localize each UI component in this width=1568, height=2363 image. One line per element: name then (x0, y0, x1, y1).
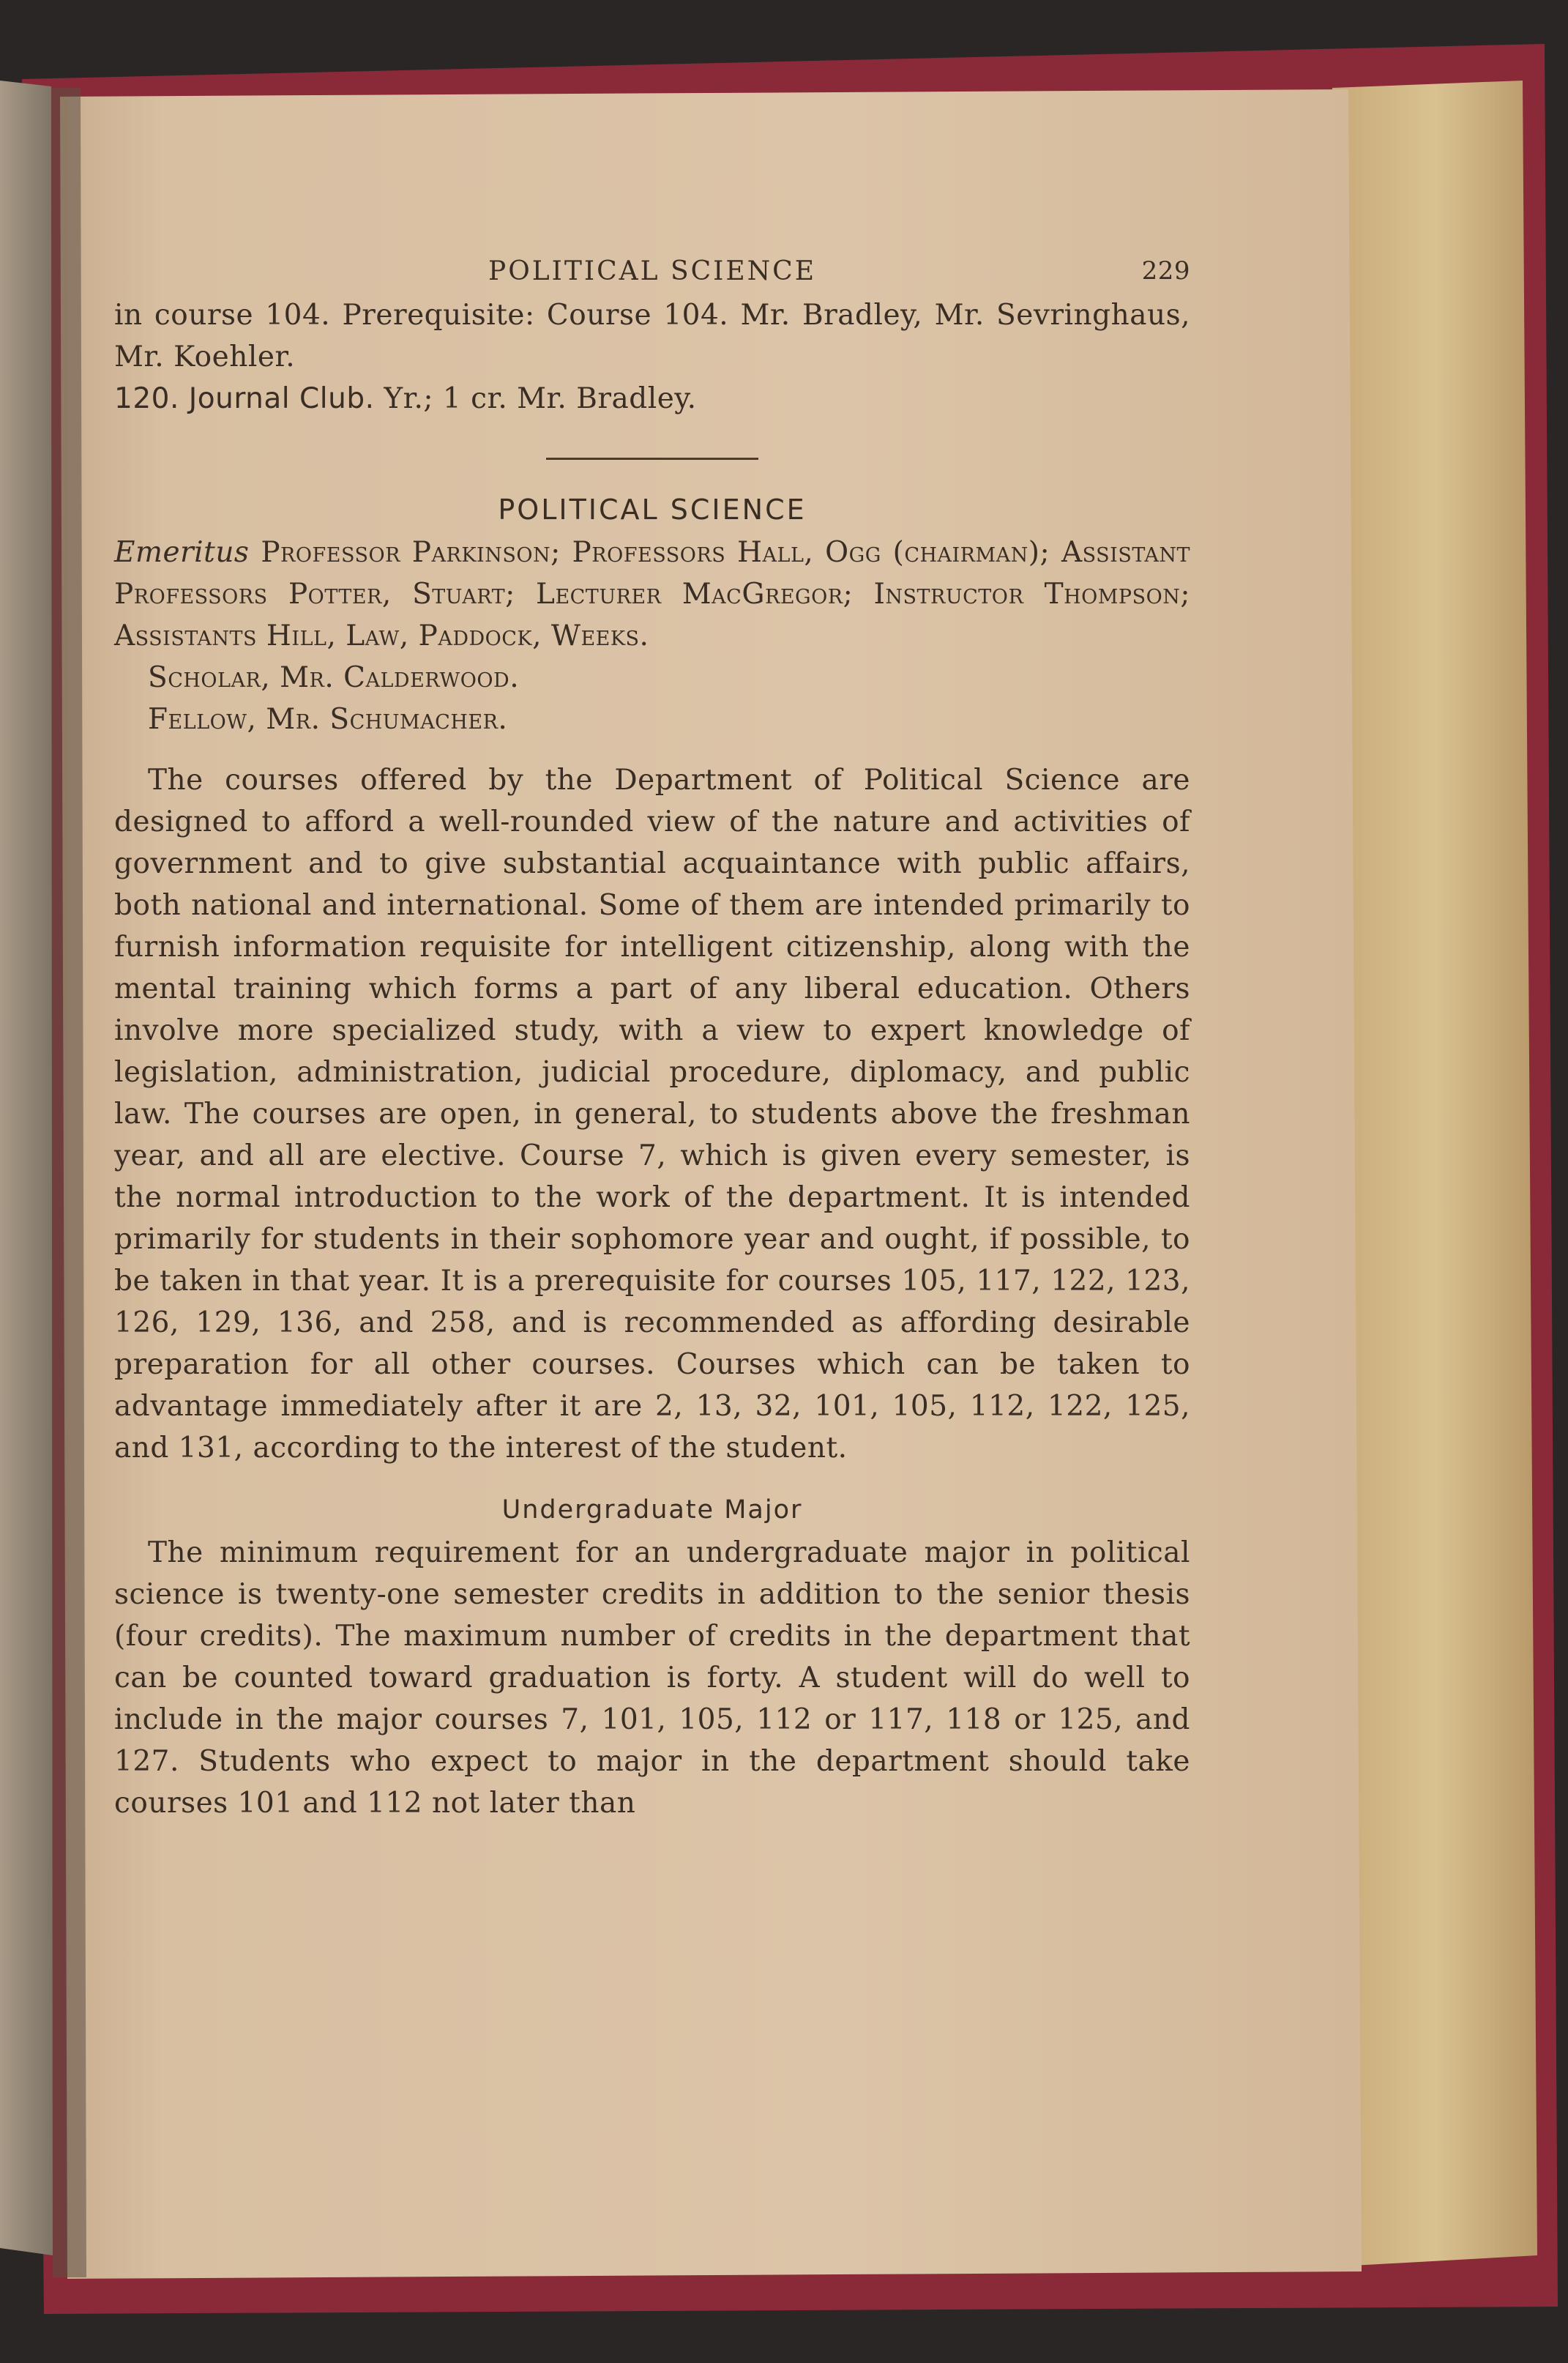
running-head (114, 250, 1190, 294)
undergraduate-major-paragraph: The minimum requirement for an undergraduate major in political science is twenty-one semester credits in addition to the senior thesis (four credits). The maximum number of credits in the department that can be counted toward graduation is forty. A student will do well to include in the major courses 7, 101, 105, 112 or 117, 118 or 125, and 127. Students who expect to major in the department should take courses 101 and 112 not later than (114, 1536, 1190, 1820)
faculty-names: Professor Parkinson; Professors Hall, Ogg (chairman); Assistant Professors Potter, Stuart; Lecturer MacGregor; Instructor Thompson; Assistants Hill, Law, Paddock, Weeks. (114, 536, 1190, 652)
left-page-strip (0, 81, 53, 2255)
scholar-line: Scholar, Mr. Calderwood. (148, 661, 520, 694)
emeritus-label: Emeritus (114, 536, 250, 569)
journal-club-name: Journal Club. (188, 382, 375, 415)
page-edges (1332, 81, 1537, 2266)
journal-club-number: 120. (114, 382, 179, 415)
undergraduate-major-heading: Undergraduate Major (501, 1495, 803, 1525)
page-number: 229 (1141, 256, 1190, 286)
gutter-shadow (51, 88, 86, 2277)
section-divider (546, 458, 758, 460)
department-heading: POLITICAL SCIENCE (498, 494, 807, 526)
journal-club-details: Yr.; 1 cr. Mr. Bradley. (384, 382, 697, 415)
page-text-block (114, 250, 1190, 1824)
fellow-line: Fellow, Mr. Schumacher. (148, 703, 508, 736)
journal-club-entry (114, 378, 1190, 420)
faculty-list (114, 532, 1190, 657)
running-head-title: POLITICAL SCIENCE (488, 256, 817, 286)
continuation-text: in course 104. Prerequisite: Course 104. Mr. Bradley, Mr. Sevringhaus, Mr. Koehler. (114, 299, 1190, 373)
department-intro-paragraph: The courses offered by the Department of Political Science are designed to afford a well-rounded view of the nature and activities of government and to give substantial acquaintance with public affairs, both national and international. Some of them are intended primarily to furnish information requisite for intelligent citizenship, along with the mental training which forms a part of any liberal education. Others involve more specialized study, with a view to expert knowledge of legislation, administration, judicial procedure, diplomacy, and public law. The courses are open, in general, to students above the freshman year, and all are elective. Course 7, which is given every semester, is the normal introduction to the work of the department. It is intended primarily for students in their sophomore year and ought, if possible, to be taken in that year. It is a prerequisite for courses 105, 117, 122, 123, 126, 129, 136, and 258, and is recommended as affording desirable preparation for all other courses. Courses which can be taken to advantage immediately after it are 2, 13, 32, 101, 105, 112, 122, 125, and 131, according to the interest of the student. (114, 764, 1190, 1465)
